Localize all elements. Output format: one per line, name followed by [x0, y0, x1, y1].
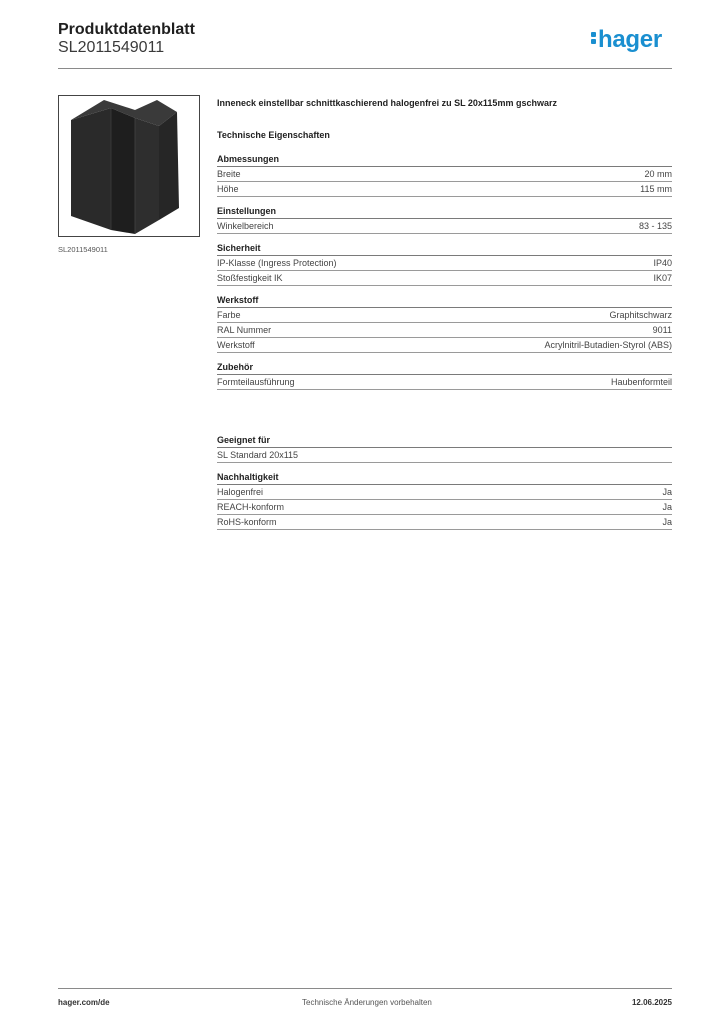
spec-label: Stoßfestigkeit IK [217, 273, 283, 283]
article-number: SL2011549011 [58, 39, 165, 56]
section-heading: Sicherheit [217, 243, 672, 256]
product-front-face [111, 108, 135, 234]
spec-row [217, 182, 672, 197]
section-heading: Nachhaltigkeit [217, 472, 672, 485]
spec-sections-secondary [217, 435, 672, 530]
spec-value: 9011 [652, 325, 672, 335]
product-right-flap [159, 112, 179, 220]
spec-label: IP-Klasse (Ingress Protection) [217, 258, 337, 268]
spec-value: Ja [662, 517, 672, 527]
spec-content [217, 96, 672, 539]
spec-row [217, 448, 672, 463]
spacer [217, 399, 672, 435]
spec-label: Farbe [217, 310, 241, 320]
footer-notice: Technische Änderungen vorbehalten [302, 998, 432, 1007]
header-divider [58, 68, 672, 69]
image-caption: SL2011549011 [58, 245, 108, 254]
logo-dots-icon [591, 31, 596, 45]
spec-section [217, 243, 672, 286]
spec-value: IP40 [653, 258, 672, 268]
spec-label: Winkelbereich [217, 221, 274, 231]
spec-section [217, 206, 672, 234]
product-inner-corner-image [59, 96, 199, 236]
spec-sections [217, 154, 672, 390]
spec-row [217, 167, 672, 182]
spec-row [217, 271, 672, 286]
product-right-face [135, 118, 159, 234]
tech-heading: Technische Eigenschaften [217, 130, 330, 140]
product-image [58, 95, 200, 237]
section-heading: Geeignet für [217, 435, 672, 448]
spec-row [217, 500, 672, 515]
spec-section [217, 472, 672, 530]
section-heading: Einstellungen [217, 206, 672, 219]
spec-value: Graphitschwarz [609, 310, 672, 320]
section-heading: Abmessungen [217, 154, 672, 167]
spec-label: SL Standard 20x115 [217, 450, 299, 460]
footer-divider [58, 988, 672, 989]
logo-text: hager [598, 26, 662, 53]
spec-value: Ja [662, 487, 672, 497]
spec-label: Höhe [217, 184, 239, 194]
spec-value: 115 mm [640, 184, 672, 194]
product-left-face [71, 108, 111, 230]
spec-value: IK07 [653, 273, 672, 283]
spec-section [217, 435, 672, 463]
spec-row [217, 308, 672, 323]
spec-section [217, 154, 672, 197]
spec-value: Acrylnitril-Butadien-Styrol (ABS) [544, 340, 672, 350]
section-heading: Zubehör [217, 362, 672, 375]
spec-label: Formteilausführung [217, 377, 295, 387]
page-title: Produktdatenblatt [58, 21, 195, 38]
spec-label: Werkstoff [217, 340, 255, 350]
spec-section [217, 295, 672, 353]
spec-label: REACH-konform [217, 502, 285, 512]
hager-logo [591, 26, 662, 54]
section-heading: Werkstoff [217, 295, 672, 308]
footer-website: hager.com/de [58, 998, 110, 1007]
spec-value: 20 mm [644, 169, 672, 179]
spec-section [217, 362, 672, 390]
spec-row [217, 256, 672, 271]
spec-label: Breite [217, 169, 241, 179]
spec-row [217, 219, 672, 234]
spec-value: Haubenformteil [610, 377, 672, 387]
spec-row [217, 323, 672, 338]
spec-row [217, 515, 672, 530]
spec-label: RoHS-konform [217, 517, 277, 527]
product-title: Inneneck einstellbar schnittkaschierend halogenfrei zu SL 20x115mm gschwarz [217, 98, 557, 108]
spec-row [217, 485, 672, 500]
spec-row [217, 375, 672, 390]
spec-row [217, 338, 672, 353]
spec-value: Ja [662, 502, 672, 512]
spec-value: 83 - 135 [638, 221, 672, 231]
footer-date: 12.06.2025 [631, 998, 672, 1007]
spec-label: Halogenfrei [217, 487, 264, 497]
spec-label: RAL Nummer [217, 325, 272, 335]
